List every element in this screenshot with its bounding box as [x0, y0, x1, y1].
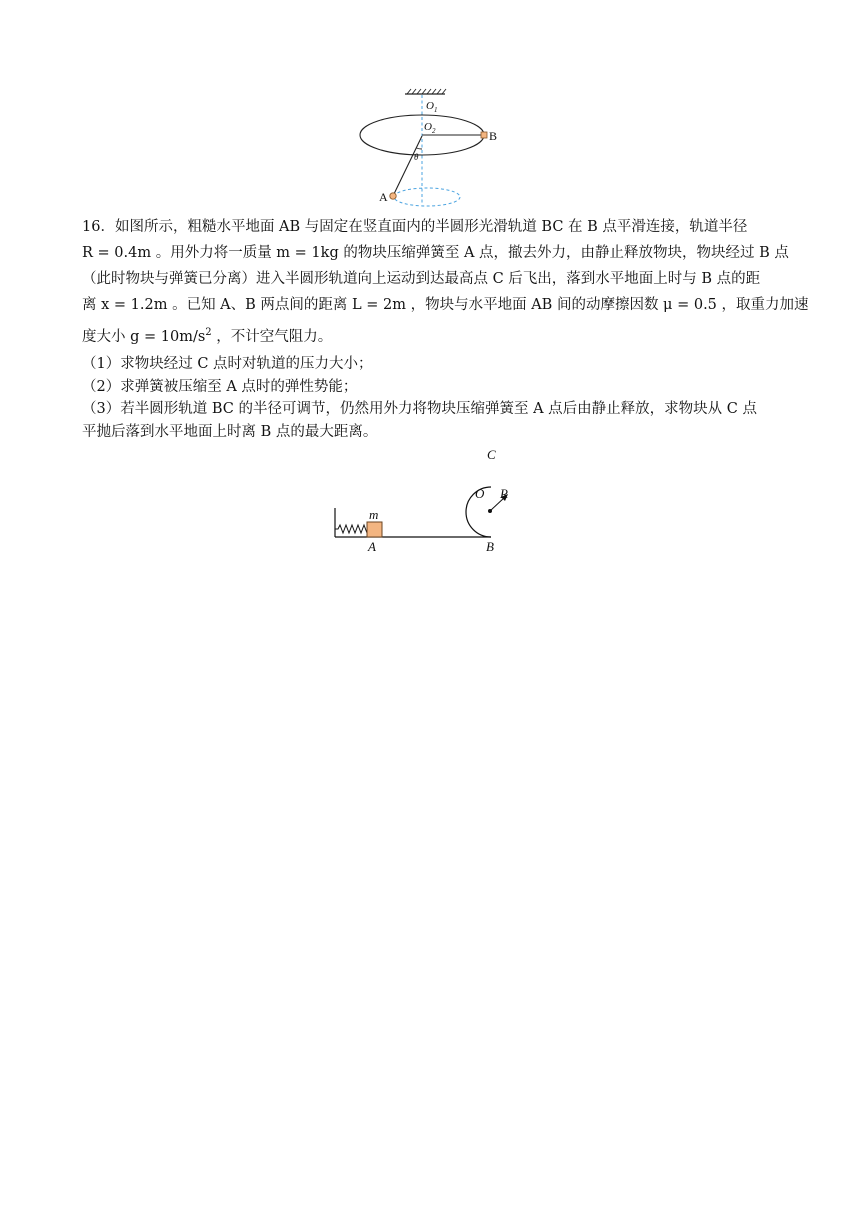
theta-arc [417, 148, 423, 149]
question-2: （2）求弹簧被压缩至 A 点时的弹性势能； [82, 378, 358, 395]
ball-a [390, 193, 396, 199]
problem-line-1: 16．如图所示，粗糙水平地面 AB 与固定在竖直面内的半圆形光滑轨道 BC 在 B 点平滑连接，轨道半径 [82, 219, 748, 235]
ceiling-hatch [407, 89, 446, 94]
problem-statement [82, 214, 809, 350]
label-o2: $O_2$ [424, 121, 436, 135]
problem-number: 16． [82, 219, 115, 235]
label-o: O [475, 486, 485, 501]
block-m [367, 522, 382, 537]
label-a-bottom: A [368, 539, 376, 554]
questions-list [82, 353, 802, 443]
label-m: m [369, 507, 379, 522]
label-b: B [489, 129, 498, 143]
label-theta: θ [414, 152, 419, 162]
label-a: A [379, 190, 388, 204]
problem-line-5: 度大小 $g = 10m/s^2$ ，不计空气阻力。 [82, 327, 333, 345]
label-c: C [487, 447, 496, 462]
label-o1: $O_1$ [426, 100, 438, 114]
question-3-line-2: 平抛后落到水平地面上时离 B 点的最大距离。 [82, 423, 378, 440]
problem-line-4: 离 x = 1.2m 。已知 A、B 两点间的距离 L = 2m ，物块与水平地面 AB 间的动摩擦因数 μ = 0.5 ，取重力加速 [82, 297, 809, 313]
figure-track-svg [328, 442, 548, 556]
rod-o2-a [393, 136, 422, 196]
ball-b [481, 132, 487, 138]
figure-conical-pendulum [355, 85, 510, 207]
question-3-line-1: （3）若半圆形轨道 BC 的半径可调节，仍然用外力将物块压缩弹簧至 A 点后由静止释放，求物块从 C 点 [82, 401, 757, 417]
label-b-bottom: B [486, 539, 494, 554]
question-1: （1）求物块经过 C 点时对轨道的压力大小； [82, 356, 373, 372]
problem-line-2: R = 0.4m 。用外力将一质量 m = 1kg 的物块压缩弹簧至 A 点，撤去外力，由静止释放物块，物块经过 B 点 [82, 245, 789, 261]
label-r: R [500, 486, 508, 501]
figure-conical-pendulum-svg [355, 85, 510, 207]
figure-track [328, 442, 548, 556]
problem-paragraph [82, 214, 809, 350]
trajectory-ellipse-dashed [394, 188, 460, 206]
problem-line-3: （此时物块与弹簧已分离）进入半圆形轨道向上运动到达最高点 C 后飞出，落到水平地面上时与 B 点的距 [82, 271, 761, 287]
